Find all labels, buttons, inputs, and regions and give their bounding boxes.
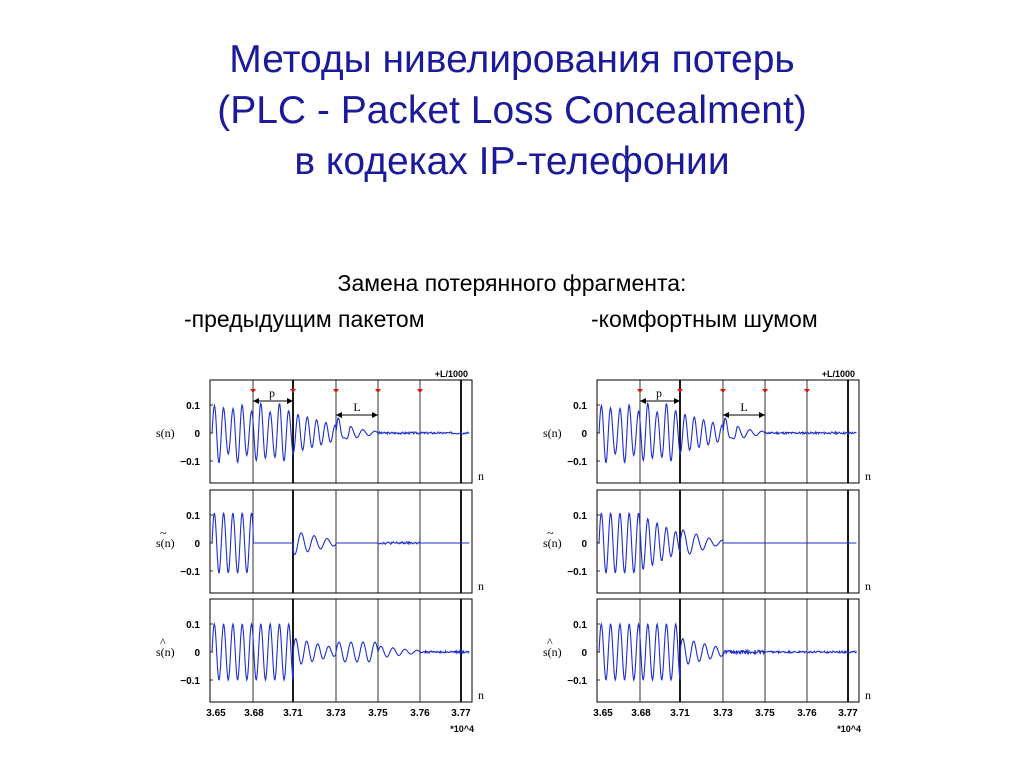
y-tick-label: 0.1 xyxy=(573,511,587,522)
x-tick-label: 3.65 xyxy=(206,708,226,719)
signal-trace xyxy=(212,403,469,462)
x-tick-label: 3.73 xyxy=(326,708,346,719)
x-tick-label: 3.71 xyxy=(670,708,690,719)
loss-label: L xyxy=(353,400,361,414)
y-tick-label: −0.1 xyxy=(567,567,587,578)
x-tick-label: 3.73 xyxy=(713,708,733,719)
y-tick-label: −0.1 xyxy=(180,676,200,687)
y-axis-label: s(n) xyxy=(543,426,562,440)
period-label: p xyxy=(269,386,275,400)
x-tick-label: 3.77 xyxy=(451,708,471,719)
figure-comfort-noise xyxy=(537,365,877,740)
y-tick-label: 0 xyxy=(194,429,200,440)
n-axis-label: n xyxy=(865,469,871,483)
title-line-1: Методы нивелирования потерь xyxy=(229,38,795,81)
x-tick-label: 3.76 xyxy=(410,708,430,719)
n-axis-label: n xyxy=(478,688,484,702)
y-tick-label: −0.1 xyxy=(180,457,200,468)
period-arrow-head-left xyxy=(253,398,259,404)
n-axis-label: n xyxy=(478,579,484,593)
x-tick-label: 3.71 xyxy=(283,708,303,719)
x-tick-label: 3.75 xyxy=(368,708,388,719)
signal-trace xyxy=(599,624,856,680)
n-axis-label: n xyxy=(865,688,871,702)
loss-arrow-head-left xyxy=(723,412,729,418)
figure-previous-packet xyxy=(150,365,490,740)
loss-marker xyxy=(333,389,339,393)
caption-previous-packet: -предыдущим пакетом xyxy=(184,306,425,332)
n-axis-label: n xyxy=(865,579,871,593)
period-label: p xyxy=(656,386,662,400)
x-tick-label: 3.65 xyxy=(593,708,613,719)
signal-trace xyxy=(212,513,469,573)
loss-marker xyxy=(290,389,296,393)
caption-comfort-noise: -комфортным шумом xyxy=(591,306,818,332)
title-line-2: (PLC - Packet Loss Concealment) xyxy=(217,89,807,132)
loss-arrow-head-right xyxy=(372,412,378,418)
x-tick-label: 3.68 xyxy=(631,708,651,719)
y-tick-label: 0.1 xyxy=(186,620,200,631)
y-tick-label: −0.1 xyxy=(180,567,200,578)
x-tick-label: 3.76 xyxy=(797,708,817,719)
y-tick-label: 0.1 xyxy=(573,401,587,412)
y-tick-label: 0 xyxy=(194,648,200,659)
loss-marker xyxy=(677,389,683,393)
signal-trace xyxy=(599,513,856,573)
loss-label: L xyxy=(740,400,748,414)
x-tick-label: 3.68 xyxy=(244,708,264,719)
y-axis-label: s(n) xyxy=(543,645,562,659)
signal-trace xyxy=(599,403,856,462)
loss-marker xyxy=(762,389,768,393)
n-axis-label: n xyxy=(478,469,484,483)
y-label-accent: ^ xyxy=(547,635,553,649)
y-axis-label: s(n) xyxy=(156,536,175,550)
y-axis-label: s(n) xyxy=(156,645,175,659)
title-line-3: в кодеках IP-телефонии xyxy=(294,140,730,183)
x-tick-label: 3.77 xyxy=(838,708,858,719)
y-tick-label: −0.1 xyxy=(567,676,587,687)
loss-arrow-head-right xyxy=(759,412,765,418)
period-arrow-head-right xyxy=(674,398,680,404)
y-tick-label: 0 xyxy=(581,429,587,440)
y-tick-label: 0.1 xyxy=(186,511,200,522)
subtitle: Замена потерянного фрагмента: xyxy=(337,270,687,296)
loss-marker xyxy=(804,389,810,393)
loss-marker xyxy=(375,389,381,393)
y-axis-label: s(n) xyxy=(156,426,175,440)
loss-marker xyxy=(720,389,726,393)
y-tick-label: 0 xyxy=(581,648,587,659)
top-label: +L/1000 xyxy=(821,369,855,379)
loss-marker xyxy=(417,389,423,393)
x-multiplier: *10^4 xyxy=(450,724,474,734)
y-label-accent: ~ xyxy=(160,526,167,540)
y-tick-label: −0.1 xyxy=(567,457,587,468)
y-label-accent: ^ xyxy=(160,635,166,649)
y-tick-label: 0.1 xyxy=(186,401,200,412)
period-arrow-head-left xyxy=(640,398,646,404)
loss-marker xyxy=(637,389,643,393)
top-label: +L/1000 xyxy=(434,369,468,379)
slide-title xyxy=(0,34,1024,187)
x-multiplier: *10^4 xyxy=(837,724,861,734)
y-tick-label: 0 xyxy=(194,539,200,550)
y-label-accent: ~ xyxy=(547,526,554,540)
y-tick-label: 0.1 xyxy=(573,620,587,631)
signal-trace xyxy=(212,624,469,680)
y-tick-label: 0 xyxy=(581,539,587,550)
y-axis-label: s(n) xyxy=(543,536,562,550)
loss-marker xyxy=(250,389,256,393)
loss-arrow-head-left xyxy=(336,412,342,418)
x-tick-label: 3.75 xyxy=(755,708,775,719)
